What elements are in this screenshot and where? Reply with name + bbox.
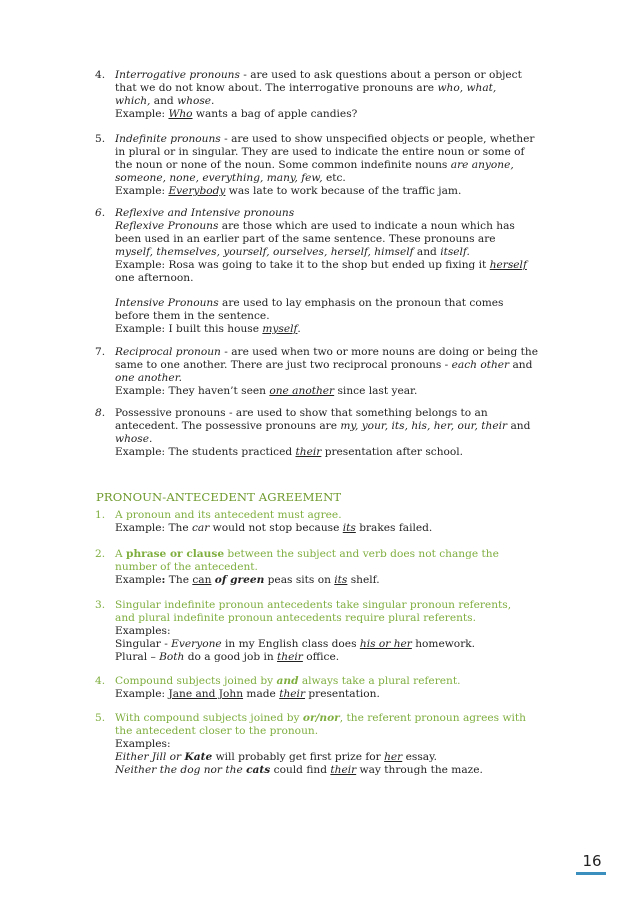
text: Neither the dog nor the	[115, 764, 247, 776]
rule-text	[115, 712, 555, 725]
term: Interrogative pronouns	[115, 69, 240, 81]
underlined-pronoun: myself	[262, 323, 298, 335]
list-item-reflexive-intensive	[95, 207, 555, 336]
text: homework.	[411, 638, 476, 650]
list-number: 5.	[95, 133, 106, 145]
examples: myself, themselves, yourself, ourselves, herself, himself	[115, 246, 414, 258]
example-line	[115, 446, 555, 459]
example-line	[115, 651, 555, 664]
text-line: Examples:	[115, 625, 171, 637]
text: do a good job in	[184, 651, 278, 663]
emphasis: phrase or clause	[126, 548, 225, 560]
text-line	[115, 159, 555, 172]
text: - are used to ask questions about a person or object	[239, 69, 522, 81]
examples: are anyone,	[450, 159, 514, 171]
text: presentation.	[305, 688, 380, 700]
list-number: 8.	[95, 407, 106, 419]
example-line	[115, 574, 555, 587]
text-line	[115, 172, 555, 185]
underlined-pronoun: their	[330, 764, 357, 776]
text: - are used when two or more nouns are doing or being the	[220, 346, 538, 358]
list-number: 1.	[95, 509, 106, 521]
rule-item	[95, 548, 555, 587]
example-line	[115, 522, 555, 535]
list-item-possessive	[95, 407, 555, 459]
list-number: 4.	[95, 675, 106, 687]
text: essay.	[402, 751, 438, 763]
antecedent: Both	[159, 651, 185, 663]
list-item-indefinite	[95, 133, 555, 198]
underlined-pronoun: her	[384, 751, 403, 763]
text: - are used to show unspecified objects or people, whether	[220, 133, 535, 145]
examples: my, your, its, his, her, our, their	[340, 420, 508, 432]
text-line	[115, 69, 555, 82]
underlined-pronoun: herself	[489, 259, 527, 271]
rule-text	[115, 675, 555, 688]
antecedent: Everyone	[171, 638, 222, 650]
subheading	[115, 207, 555, 220]
text: Example: They haven’t seen	[115, 385, 270, 397]
underlined-pronoun: their	[279, 688, 306, 700]
page-number: 16	[582, 852, 602, 870]
text-line: one afternoon.	[115, 272, 194, 284]
text: Example: The	[115, 522, 192, 534]
text: could find	[270, 764, 331, 776]
text: Example: Rosa was going to take it to the shop but ended up fixing it	[115, 259, 490, 271]
text: that we do not know about. The interrogative pronouns are	[115, 82, 438, 94]
text: wants a bag of apple candies?	[192, 108, 358, 120]
underlined-pronoun: Who	[168, 108, 193, 120]
term: Reflexive Pronouns	[115, 220, 219, 232]
underlined-pronoun: Everybody	[168, 185, 226, 197]
text: the noun or none of the noun. Some common indefinite nouns	[115, 159, 451, 171]
list-number: 2.	[95, 548, 106, 560]
text: Either Jill or	[115, 751, 185, 763]
rule-item	[95, 599, 555, 664]
text: office.	[302, 651, 340, 663]
text-line: Examples:	[115, 738, 171, 750]
text: brakes failed.	[355, 522, 433, 534]
emphasis: of green	[214, 574, 265, 586]
text: The	[165, 574, 193, 586]
text: antecedent. The possessive pronouns are	[115, 420, 341, 432]
text-line	[115, 297, 555, 310]
rule-item	[95, 675, 555, 701]
term: Indefinite pronouns	[115, 133, 221, 145]
text: etc.	[322, 172, 346, 184]
text-line	[115, 82, 555, 95]
text-line	[115, 133, 555, 146]
text: Example: The students practiced	[115, 446, 296, 458]
text: between the subject and verb does not change the	[224, 548, 499, 560]
text: .	[297, 323, 301, 335]
emphasis: and	[276, 675, 299, 687]
antecedent: car	[191, 522, 210, 534]
examples: whose.	[115, 433, 153, 445]
text-line	[115, 95, 555, 108]
underlined-pronoun: its	[334, 574, 348, 586]
examples: which,	[115, 95, 151, 107]
list-item-interrogative	[95, 69, 555, 121]
text: and	[507, 420, 531, 432]
examples: itself.	[440, 246, 470, 258]
text: Example	[115, 574, 162, 586]
text: , the referent pronoun agrees with	[339, 712, 526, 724]
example-line	[115, 688, 555, 701]
underlined-pronoun: his or her	[359, 638, 412, 650]
list-item-reciprocal	[95, 346, 555, 398]
text-line: before them in the sentence.	[115, 310, 270, 322]
rule-item	[95, 712, 555, 777]
list-number: 3.	[95, 599, 106, 611]
example-line	[115, 323, 555, 336]
rule-text: and plural indefinite pronoun antecedents require plural referents.	[115, 612, 476, 624]
text-line	[115, 359, 555, 372]
text-line: Possessive pronouns - are used to show that something belongs to an	[115, 407, 488, 419]
example-line	[115, 751, 555, 764]
list-number: 4.	[95, 69, 106, 81]
text: Example:	[115, 108, 169, 120]
term: Intensive Pronouns	[115, 297, 219, 309]
example-line	[115, 764, 555, 777]
rule-text: the antecedent closer to the pronoun.	[115, 725, 319, 737]
text: :	[161, 574, 166, 586]
text: Example: I built this house	[115, 323, 263, 335]
text-line	[115, 220, 555, 233]
text: shelf.	[347, 574, 380, 586]
text: are those which are used to indicate a noun which has	[218, 220, 515, 232]
text: made	[243, 688, 280, 700]
list-number: 6.	[95, 207, 106, 219]
text: presentation after school.	[321, 446, 464, 458]
rule-text: A pronoun and its antecedent must agree.	[115, 509, 342, 521]
rule-text: number of the antecedent.	[115, 561, 258, 573]
emphasis: or/nor	[302, 712, 340, 724]
text-line	[115, 372, 555, 385]
text-line	[115, 246, 555, 259]
emphasis: Kate	[184, 751, 213, 763]
list-number: 7.	[95, 346, 106, 358]
emphasis: cats	[246, 764, 271, 776]
term: Reciprocal pronoun	[115, 346, 221, 358]
text: since last year.	[334, 385, 418, 397]
text: would not stop because	[209, 522, 343, 534]
text: in my English class does	[221, 638, 360, 650]
text: and	[413, 246, 441, 258]
underlined-pronoun: their	[295, 446, 322, 458]
example-line	[115, 638, 555, 651]
list-number: 5.	[95, 712, 106, 724]
text: Example:	[115, 185, 169, 197]
underlined-antecedent: can	[192, 574, 212, 586]
text-line	[115, 433, 555, 446]
underlined-pronoun: their	[277, 651, 303, 663]
example-line	[115, 385, 555, 398]
example-line	[115, 108, 555, 121]
examples: each other	[451, 359, 510, 371]
underlined-antecedent: Jane and John	[168, 688, 244, 700]
examples: someone, none, everything, many, few,	[115, 172, 323, 184]
text: A	[115, 548, 127, 560]
example-line	[115, 259, 555, 272]
term: Reflexive and Intensive pronouns	[115, 207, 295, 219]
text: Plural –	[115, 651, 160, 663]
text: and	[509, 359, 533, 371]
rule-text	[115, 548, 555, 561]
text: was late to work because of the traffic jam.	[225, 185, 462, 197]
underlined-pronoun: its	[342, 522, 356, 534]
examples: who, what,	[437, 82, 497, 94]
example-line	[115, 185, 555, 198]
text: With compound subjects joined by	[115, 712, 303, 724]
text-line	[115, 420, 555, 433]
section-title: PRONOUN-ANTECEDENT AGREEMENT	[96, 490, 342, 504]
text: always take a plural referent.	[298, 675, 461, 687]
text: way through the maze.	[356, 764, 483, 776]
examples: one another.	[115, 372, 182, 384]
text-line: been used in an earlier part of the same sentence. These pronouns are	[115, 233, 496, 245]
text: and	[150, 95, 178, 107]
text: Singular -	[115, 638, 172, 650]
page-number-underline	[576, 872, 606, 875]
text: Example:	[115, 688, 169, 700]
text-line	[115, 346, 555, 359]
spacer	[115, 285, 555, 297]
text: are used to lay emphasis on the pronoun that comes	[218, 297, 504, 309]
text: peas sits on	[264, 574, 335, 586]
text: Compound subjects joined by	[115, 675, 277, 687]
text-line: in plural or in singular. They are used to indicate the entire noun or some of	[115, 146, 525, 158]
text: same to one another. There are just two reciprocal pronouns -	[115, 359, 452, 371]
rule-text: Singular indefinite pronoun antecedents take singular pronoun referents,	[115, 599, 512, 611]
examples: whose.	[177, 95, 215, 107]
rule-item	[95, 509, 555, 535]
text: will probably get first prize for	[212, 751, 385, 763]
underlined-pronoun: one another	[269, 385, 335, 397]
